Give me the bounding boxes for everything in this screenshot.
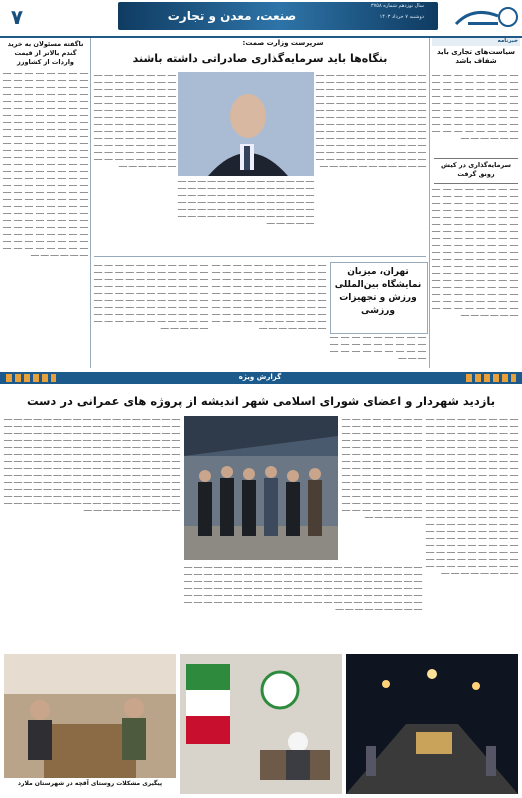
main-headline: بنگاه‌ها باید سرمایه‌گذاری صادراتی داشته باشند [132,52,388,65]
office-meeting-photo [4,654,176,778]
column-divider [429,38,430,368]
band-decoration-right [466,374,516,382]
right-article-text-2: ـــــ ـــــ ـــــ ـــــ ـــــ ـــــ ـــــ ـــــ ـــــ ـــــ ـــــ ـــــ ـــــ ـــــ ـــــ ـــــ ـــــ ـــــ ـــــ ـــــ ـــــ ـــــ ـــــ ـــــ ـــــ ـــــ ـــــ ـــــ ـــــ ـــــ ـــــ ـــــ ـــــ ـــــ ـــــ ـــــ ـــــ ـــــ ـــــ ـــــ ـــــ ـــــ ـــــ ـــــ ـــــ ـــــ ـــــ ـــــ ـــــ ـــــ ـــــ ـــــ ـــــ ـــــ ـــــ ـــــ ـــــ ـــــ ـــــ ـــــ ـــــ ـــــ ـــــ ـــــ ـــــ ـــــ ـــــ ـــــ ـــــ ـــــ ـــــ ـــــ ـــــ ـــــ ـــــ ـــــ ـــــ ـــــ ـــــ ـــــ ـــــ ـــــ ـــــ ـــــ ـــــ ـــــ ـــــ ـــــ ـــــ ـــــ ـــــ ـــــ ـــــ ـــــ ـــــ ـــــ ـــــ ـــــ ـــــ ـــــ ـــــ ـــــ ـــــ ـــــ ـــــ ـــــ ـــــ ـــــ ـــــ ـــــ ـــــ ـــــ ـــــ ـــــ ـــــ ـــــ ـــــ ـــــ ـــــ ـــــ ـــــ ـــــ ـــــ ـــــ ـــــ ـــــ ـــــ ـــــ ـــــ ـــــ ـــــ ـــــ ـــــ ـــــ ـــــ ـــــ ـــــ ـــــ ـــــ ـــــ ـــــ ـــــ ـــــ ـــــ ـــــ ـــــ ـــــ ـــــ ـــــ ـــــ [432,186,518,318]
tehran-text-1: ـــــ ـــــ ـــــ ـــــ ـــــ ـــــ ـــــ ـــــ ـــــ ـــــ ـــــ ـــــ ـــــ ـــــ ـــــ ـــــ ـــــ ـــــ ـــــ ـــــ ـــــ ـــــ ـــــ ـــــ ـــــ ـــــ ـــــ ـــــ ـــــ ـــــ [330,334,426,361]
tehran-headline: تهران، میزبان نمایشگاه بین‌المللی ورزش و تجهیزات ورزشی [334,267,422,316]
right-kicker: خبرنامه [497,38,518,44]
report-label: گزارش ویژه [238,373,282,381]
report-text-col-2: ـــــ ـــــ ـــــ ـــــ ـــــ ـــــ ـــــ ـــــ ـــــ ـــــ ـــــ ـــــ ـــــ ـــــ ـــــ ـــــ ـــــ ـــــ ـــــ ـــــ ـــــ ـــــ ـــــ ـــــ ـــــ ـــــ ـــــ ـــــ ـــــ ـــــ ـــــ ـــــ ـــــ ـــــ ـــــ ـــــ ـــــ ـــــ ـــــ ـــــ ـــــ ـــــ ـــــ ـــــ ـــــ ـــــ ـــــ ـــــ ـــــ ـــــ ـــــ ـــــ ـــــ ـــــ ـــــ ـــــ ـــــ ـــــ ـــــ ـــــ ـــــ ـــــ ـــــ ـــــ ـــــ ـــــ ـــــ ـــــ ـــــ ـــــ ـــــ ـــــ ـــــ ـــــ ـــــ ـــــ ـــــ ـــــ ـــــ ـــــ ـــــ ـــــ ـــــ ـــــ ـــــ ـــــ ـــــ ـــــ ـــــ ـــــ ـــــ ـــــ ـــــ ـــــ ـــــ ـــــ ـــــ ـــــ ـــــ ـــــ ـــــ ـــــ ـــــ ـــــ ـــــ ـــــ ـــــ ـــــ ـــــ ـــــ ـــــ ـــــ ـــــ ـــــ ـــــ ـــــ ـــــ ـــــ [342,416,422,520]
main-overline: سرپرست وزارت صمت: [242,39,324,47]
story-divider [94,256,426,257]
left-article-text: ـــــ ـــــ ـــــ ـــــ ـــــ ـــــ ـــــ ـــــ ـــــ ـــــ ـــــ ـــــ ـــــ ـــــ ـــــ ـــــ ـــــ ـــــ ـــــ ـــــ ـــــ ـــــ ـــــ ـــــ ـــــ ـــــ ـــــ ـــــ ـــــ ـــــ ـــــ ـــــ ـــــ ـــــ ـــــ ـــــ ـــــ ـــــ ـــــ ـــــ ـــــ ـــــ ـــــ ـــــ ـــــ ـــــ ـــــ ـــــ ـــــ ـــــ ـــــ ـــــ ـــــ ـــــ ـــــ ـــــ ـــــ ـــــ ـــــ ـــــ ـــــ ـــــ ـــــ ـــــ ـــــ ـــــ ـــــ ـــــ ـــــ ـــــ ـــــ ـــــ ـــــ ـــــ ـــــ ـــــ ـــــ ـــــ ـــــ ـــــ ـــــ ـــــ ـــــ ـــــ ـــــ ـــــ ـــــ ـــــ ـــــ ـــــ ـــــ ـــــ ـــــ ـــــ ـــــ ـــــ ـــــ ـــــ ـــــ ـــــ ـــــ ـــــ ـــــ ـــــ ـــــ ـــــ ـــــ ـــــ ـــــ ـــــ ـــــ ـــــ ـــــ ـــــ ـــــ ـــــ ـــــ ـــــ ـــــ ـــــ ـــــ ـــــ ـــــ ـــــ ـــــ ـــــ ـــــ ـــــ ـــــ ـــــ ـــــ ـــــ ـــــ ـــــ ـــــ ـــــ ـــــ ـــــ ـــــ ـــــ ـــــ ـــــ ـــــ ـــــ ـــــ ـــــ ـــــ ـــــ ـــــ ـــــ ـــــ ـــــ ـــــ ـــــ ـــــ ـــــ ـــــ ـــــ ـــــ ـــــ ـــــ ـــــ ـــــ ـــــ ـــــ ـــــ ـــــ ـــــ ـــــ ـــــ ـــــ ـــــ ـــــ ـــــ ـــــ ـــــ ـــــ ـــــ ـــــ ـــــ ـــــ ـــــ ـــــ ـــــ ـــــ ـــــ ـــــ ـــــ ـــــ ـــــ ـــــ ـــــ ـــــ ـــــ ـــــ ـــــ ـــــ ـــــ ـــــ ـــــ ـــــ ـــــ ـــــ ـــــ ـــــ ـــــ ـــــ ـــــ ـــــ ـــــ ـــــ ـــــ ـــــ ـــــ [3,70,88,258]
night-street-photo [346,654,518,794]
report-main-photo [184,416,338,560]
issue-date: دوشنبه ۷ خرداد ۱۴۰۳ [379,14,424,20]
main-article-col-2: ـــــ ـــــ ـــــ ـــــ ـــــ ـــــ ـــــ ـــــ ـــــ ـــــ ـــــ ـــــ ـــــ ـــــ ـــــ ـــــ ـــــ ـــــ ـــــ ـــــ ـــــ ـــــ ـــــ ـــــ ـــــ ـــــ ـــــ ـــــ ـــــ ـــــ ـــــ ـــــ ـــــ ـــــ ـــــ ـــــ ـــــ ـــــ ـــــ ـــــ ـــــ ـــــ ـــــ ـــــ ـــــ ـــــ ـــــ ـــــ ـــــ ـــــ ـــــ ـــــ ـــــ ـــــ ـــــ ـــــ ـــــ ـــــ ـــــ ـــــ ـــــ ـــــ ـــــ ـــــ ـــــ ـــــ ـــــ ـــــ ـــــ ـــــ ـــــ ـــــ ـــــ ـــــ ـــــ ـــــ ـــــ ـــــ ـــــ ـــــ ـــــ ـــــ ـــــ ـــــ ـــــ ـــــ ـــــ ـــــ ـــــ ـــــ ـــــ ـــــ ـــــ ـــــ ـــــ ـــــ ـــــ ـــــ ـــــ ـــــ ـــــ ـــــ ـــــ ـــــ ـــــ ـــــ ـــــ ـــــ ـــــ ـــــ [94,72,176,169]
section-title: صنعت، معدن و تجارت [167,9,297,23]
left-headline: ناگفته مسئولان به خرید گندم بالاتر از قیمت واردات از کشاورز [7,40,84,66]
report-text-col-3: ـــــ ـــــ ـــــ ـــــ ـــــ ـــــ ـــــ ـــــ ـــــ ـــــ ـــــ ـــــ ـــــ ـــــ ـــــ ـــــ ـــــ ـــــ ـــــ ـــــ ـــــ ـــــ ـــــ ـــــ ـــــ ـــــ ـــــ ـــــ ـــــ ـــــ ـــــ ـــــ ـــــ ـــــ ـــــ ـــــ ـــــ ـــــ ـــــ ـــــ ـــــ ـــــ ـــــ ـــــ ـــــ ـــــ ـــــ ـــــ ـــــ ـــــ ـــــ ـــــ ـــــ ـــــ ـــــ ـــــ ـــــ ـــــ ـــــ ـــــ ـــــ ـــــ ـــــ ـــــ ـــــ ـــــ ـــــ ـــــ ـــــ ـــــ ـــــ ـــــ ـــــ ـــــ ـــــ ـــــ ـــــ ـــــ ـــــ ـــــ ـــــ ـــــ ـــــ ـــــ ـــــ ـــــ ـــــ ـــــ ـــــ ـــــ ـــــ ـــــ ـــــ ـــــ ـــــ ـــــ ـــــ ـــــ ـــــ ـــــ ـــــ ـــــ ـــــ ـــــ ـــــ ـــــ ـــــ ـــــ ـــــ ـــــ ـــــ ـــــ ـــــ ـــــ ـــــ ـــــ ـــــ ـــــ ـــــ ـــــ ـــــ ـــــ ـــــ ـــــ ـــــ ـــــ ـــــ ـــــ ـــــ ـــــ ـــــ ـــــ ـــــ ـــــ ـــــ ـــــ ـــــ ـــــ ـــــ ـــــ ـــــ ـــــ ـــــ ـــــ ـــــ ـــــ ـــــ ـــــ ـــــ ـــــ ـــــ ـــــ ـــــ [184,564,422,612]
page-number: ۷ [10,5,24,29]
band-decoration-left [6,374,56,382]
right-headline: سیاست‌های تجاری باید شفاف باشد [436,48,516,65]
tehran-text-2: ـــــ ـــــ ـــــ ـــــ ـــــ ـــــ ـــــ ـــــ ـــــ ـــــ ـــــ ـــــ ـــــ ـــــ ـــــ ـــــ ـــــ ـــــ ـــــ ـــــ ـــــ ـــــ ـــــ ـــــ ـــــ ـــــ ـــــ ـــــ ـــــ ـــــ ـــــ ـــــ ـــــ ـــــ ـــــ ـــــ ـــــ ـــــ ـــــ ـــــ ـــــ ـــــ ـــــ ـــــ ـــــ ـــــ ـــــ ـــــ ـــــ ـــــ ـــــ ـــــ ـــــ ـــــ ـــــ ـــــ ـــــ ـــــ ـــــ ـــــ ـــــ ـــــ ـــــ ـــــ ـــــ ـــــ ـــــ ـــــ ـــــ ـــــ ـــــ ـــــ ـــــ ـــــ ـــــ ـــــ ـــــ ـــــ ـــــ ـــــ ـــــ ـــــ ـــــ ـــــ ـــــ ـــــ ـــــ ـــــ ـــــ ـــــ ـــــ ـــــ ـــــ ـــــ ـــــ ـــــ ـــــ ـــــ ـــــ ـــــ ـــــ ـــــ ـــــ ـــــ ـــــ ـــــ [212,262,326,331]
main-photo [178,72,314,176]
column-divider-left [90,38,91,368]
report-headline: بازدید شهردار و اعضای شورای اسلامی شهر اندیشه از پروژه های عمرانی در دست [26,394,496,408]
right-article-text: ـــــ ـــــ ـــــ ـــــ ـــــ ـــــ ـــــ ـــــ ـــــ ـــــ ـــــ ـــــ ـــــ ـــــ ـــــ ـــــ ـــــ ـــــ ـــــ ـــــ ـــــ ـــــ ـــــ ـــــ ـــــ ـــــ ـــــ ـــــ ـــــ ـــــ ـــــ ـــــ ـــــ ـــــ ـــــ ـــــ ـــــ ـــــ ـــــ ـــــ ـــــ ـــــ ـــــ ـــــ ـــــ ـــــ ـــــ ـــــ ـــــ ـــــ ـــــ ـــــ ـــــ ـــــ ـــــ ـــــ ـــــ ـــــ ـــــ ـــــ ـــــ ـــــ ـــــ ـــــ ـــــ ـــــ ـــــ ـــــ ـــــ ـــــ ـــــ ـــــ ـــــ ـــــ ـــــ ـــــ ـــــ ـــــ [432,72,518,141]
report-text-col-1: ـــــ ـــــ ـــــ ـــــ ـــــ ـــــ ـــــ ـــــ ـــــ ـــــ ـــــ ـــــ ـــــ ـــــ ـــــ ـــــ ـــــ ـــــ ـــــ ـــــ ـــــ ـــــ ـــــ ـــــ ـــــ ـــــ ـــــ ـــــ ـــــ ـــــ ـــــ ـــــ ـــــ ـــــ ـــــ ـــــ ـــــ ـــــ ـــــ ـــــ ـــــ ـــــ ـــــ ـــــ ـــــ ـــــ ـــــ ـــــ ـــــ ـــــ ـــــ ـــــ ـــــ ـــــ ـــــ ـــــ ـــــ ـــــ ـــــ ـــــ ـــــ ـــــ ـــــ ـــــ ـــــ ـــــ ـــــ ـــــ ـــــ ـــــ ـــــ ـــــ ـــــ ـــــ ـــــ ـــــ ـــــ ـــــ ـــــ ـــــ ـــــ ـــــ ـــــ ـــــ ـــــ ـــــ ـــــ ـــــ ـــــ ـــــ ـــــ ـــــ ـــــ ـــــ ـــــ ـــــ ـــــ ـــــ ـــــ ـــــ ـــــ ـــــ ـــــ ـــــ ـــــ ـــــ ـــــ ـــــ ـــــ ـــــ ـــــ ـــــ ـــــ ـــــ ـــــ ـــــ ـــــ ـــــ ـــــ ـــــ ـــــ ـــــ ـــــ ـــــ ـــــ ـــــ ـــــ ـــــ ـــــ ـــــ ـــــ ـــــ ـــــ ـــــ ـــــ ـــــ ـــــ ـــــ ـــــ ـــــ ـــــ ـــــ ـــــ ـــــ ـــــ ـــــ ـــــ ـــــ ـــــ ـــــ ـــــ ـــــ ـــــ ـــــ ـــــ ـــــ ـــــ ـــــ ـــــ ـــــ ـــــ ـــــ ـــــ ـــــ ـــــ ـــــ ـــــ ـــــ ـــــ ـــــ ـــــ ـــــ ـــــ ـــــ ـــــ ـــــ ـــــ ـــــ ـــــ ـــــ ـــــ ـــــ ـــــ ـــــ ـــــ ـــــ ـــــ ـــــ ـــــ ـــــ ـــــ ـــــ ـــــ ـــــ ـــــ ـــــ ـــــ ـــــ ـــــ ـــــ ـــــ ـــــ ـــــ ـــــ ـــــ ـــــ [426,416,518,576]
main-article-col-3: ـــــ ـــــ ـــــ ـــــ ـــــ ـــــ ـــــ ـــــ ـــــ ـــــ ـــــ ـــــ ـــــ ـــــ ـــــ ـــــ ـــــ ـــــ ـــــ ـــــ ـــــ ـــــ ـــــ ـــــ ـــــ ـــــ ـــــ ـــــ ـــــ ـــــ ـــــ ـــــ ـــــ ـــــ ـــــ ـــــ ـــــ ـــــ ـــــ ـــــ ـــــ ـــــ ـــــ ـــــ ـــــ ـــــ ـــــ ـــــ ـــــ ـــــ ـــــ ـــــ ـــــ ـــــ ـــــ ـــــ ـــــ ـــــ ـــــ ـــــ ـــــ ـــــ ـــــ ـــــ ـــــ ـــــ ـــــ ـــــ ـــــ ـــــ ـــــ ـــــ ـــــ ـــــ ـــــ ـــــ ـــــ ـــــ ـــــ ـــــ ـــــ ـــــ ـــــ ـــــ ـــــ ـــــ ـــــ ـــــ ـــــ [178,178,314,226]
photo-caption: پیگیری مشکلات روستای آقچه در شهرستان ملارد [17,780,163,787]
issue-info: سال نوزدهم شماره ۳۷۵۸ [370,3,424,9]
meeting-photo [180,654,342,794]
main-article-col-1: ـــــ ـــــ ـــــ ـــــ ـــــ ـــــ ـــــ ـــــ ـــــ ـــــ ـــــ ـــــ ـــــ ـــــ ـــــ ـــــ ـــــ ـــــ ـــــ ـــــ ـــــ ـــــ ـــــ ـــــ ـــــ ـــــ ـــــ ـــــ ـــــ ـــــ ـــــ ـــــ ـــــ ـــــ ـــــ ـــــ ـــــ ـــــ ـــــ ـــــ ـــــ ـــــ ـــــ ـــــ ـــــ ـــــ ـــــ ـــــ ـــــ ـــــ ـــــ ـــــ ـــــ ـــــ ـــــ ـــــ ـــــ ـــــ ـــــ ـــــ ـــــ ـــــ ـــــ ـــــ ـــــ ـــــ ـــــ ـــــ ـــــ ـــــ ـــــ ـــــ ـــــ ـــــ ـــــ ـــــ ـــــ ـــــ ـــــ ـــــ ـــــ ـــــ ـــــ ـــــ ـــــ ـــــ ـــــ ـــــ ـــــ ـــــ ـــــ ـــــ ـــــ ـــــ ـــــ ـــــ ـــــ ـــــ ـــــ ـــــ ـــــ ـــــ ـــــ ـــــ ـــــ ـــــ ـــــ ـــــ ـــــ ـــــ ـــــ ـــــ ـــــ ـــــ ـــــ ـــــ ـــــ ـــــ ـــــ ـــــ ـــــ ـــــ ـــــ ـــــ ـــــ ـــــ ـــــ ـــــ ـــــ ـــــ ـــــ ـــــ ـــــ ـــــ ـــــ ـــــ ـــــ ـــــ ـــــ ـــــ ـــــ ـــــ ـــــ ـــــ ـــــ ـــــ ـــــ ـــــ ـــــ ـــــ ـــــ ـــــ ـــــ ـــــ [316,72,426,169]
newspaper-logo [448,2,518,32]
tehran-text-3: ـــــ ـــــ ـــــ ـــــ ـــــ ـــــ ـــــ ـــــ ـــــ ـــــ ـــــ ـــــ ـــــ ـــــ ـــــ ـــــ ـــــ ـــــ ـــــ ـــــ ـــــ ـــــ ـــــ ـــــ ـــــ ـــــ ـــــ ـــــ ـــــ ـــــ ـــــ ـــــ ـــــ ـــــ ـــــ ـــــ ـــــ ـــــ ـــــ ـــــ ـــــ ـــــ ـــــ ـــــ ـــــ ـــــ ـــــ ـــــ ـــــ ـــــ ـــــ ـــــ ـــــ ـــــ ـــــ ـــــ ـــــ ـــــ ـــــ ـــــ ـــــ ـــــ ـــــ ـــــ ـــــ ـــــ ـــــ ـــــ ـــــ ـــــ ـــــ ـــــ ـــــ ـــــ ـــــ ـــــ ـــــ ـــــ ـــــ ـــــ ـــــ ـــــ ـــــ ـــــ ـــــ ـــــ ـــــ ـــــ ـــــ ـــــ ـــــ ـــــ ـــــ ـــــ ـــــ ـــــ ـــــ ـــــ ـــــ ـــــ ـــــ ـــــ ـــــ ـــــ [94,262,208,331]
right-box-title: سرمایه‌گذاری در کیش رونق گرفت [441,161,511,178]
report-text-col-4: ـــــ ـــــ ـــــ ـــــ ـــــ ـــــ ـــــ ـــــ ـــــ ـــــ ـــــ ـــــ ـــــ ـــــ ـــــ ـــــ ـــــ ـــــ ـــــ ـــــ ـــــ ـــــ ـــــ ـــــ ـــــ ـــــ ـــــ ـــــ ـــــ ـــــ ـــــ ـــــ ـــــ ـــــ ـــــ ـــــ ـــــ ـــــ ـــــ ـــــ ـــــ ـــــ ـــــ ـــــ ـــــ ـــــ ـــــ ـــــ ـــــ ـــــ ـــــ ـــــ ـــــ ـــــ ـــــ ـــــ ـــــ ـــــ ـــــ ـــــ ـــــ ـــــ ـــــ ـــــ ـــــ ـــــ ـــــ ـــــ ـــــ ـــــ ـــــ ـــــ ـــــ ـــــ ـــــ ـــــ ـــــ ـــــ ـــــ ـــــ ـــــ ـــــ ـــــ ـــــ ـــــ ـــــ ـــــ ـــــ ـــــ ـــــ ـــــ ـــــ ـــــ ـــــ ـــــ ـــــ ـــــ ـــــ ـــــ ـــــ ـــــ ـــــ ـــــ ـــــ ـــــ ـــــ ـــــ ـــــ ـــــ ـــــ ـــــ ـــــ ـــــ ـــــ ـــــ ـــــ ـــــ ـــــ ـــــ ـــــ ـــــ ـــــ ـــــ ـــــ ـــــ ـــــ ـــــ ـــــ ـــــ ـــــ ـــــ ـــــ ـــــ ـــــ ـــــ ـــــ ـــــ ـــــ ـــــ ـــــ ـــــ ـــــ ـــــ ـــــ ـــــ ـــــ ـــــ ـــــ ـــــ ـــــ ـــــ ـــــ ـــــ ـــــ ـــــ ـــــ ـــــ ـــــ ـــــ ـــــ ـــــ ـــــ ـــــ ـــــ ـــــ ـــــ ـــــ ـــــ ـــــ ـــــ ـــــ ـــــ ـــــ ـــــ ـــــ ـــــ ـــــ ـــــ ـــــ ـــــ ـــــ ـــــ ـــــ ـــــ ـــــ ـــــ ـــــ ـــــ ـــــ ـــــ ـــــ ـــــ ـــــ ـــــ ـــــ ـــــ ـــــ ـــــ ـــــ ـــــ ـــــ ـــــ ـــــ ـــــ ـــــ ـــــ ـــــ ـــــ ـــــ ـــــ ـــــ ـــــ ـــــ ـــــ ـــــ ـــــ ـــــ ـــــ ـــــ ـــــ ـــــ ـــــ ـــــ ـــــ ـــــ ـــــ ـــــ ـــــ ـــــ ـــــ ـــــ ـــــ ـــــ ـــــ ـــــ ـــــ ـــــ ـــــ ـــــ ـــــ ـــــ ـــــ ـــــ ـــــ [4,416,180,513]
